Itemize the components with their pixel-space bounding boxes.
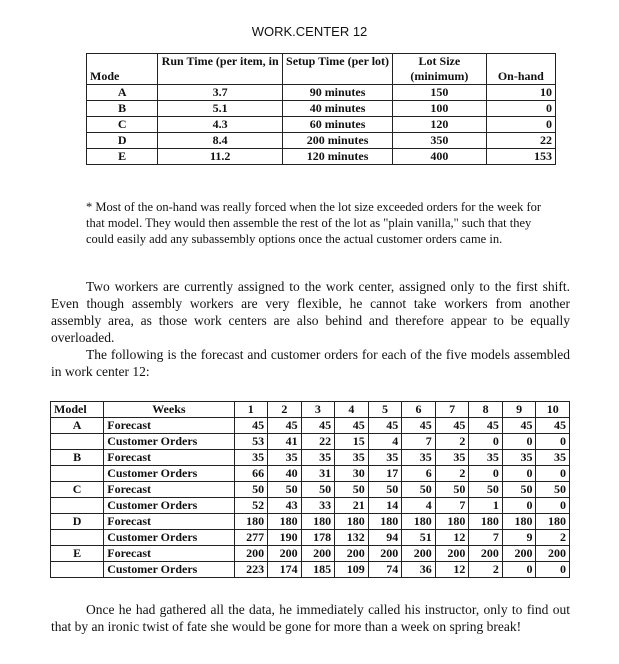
cell-value: 132 bbox=[335, 530, 369, 546]
table-row bbox=[51, 514, 570, 530]
cell-value: 15 bbox=[335, 434, 369, 450]
table-row bbox=[87, 133, 556, 149]
cell-value: 35 bbox=[335, 450, 369, 466]
cell-run-time: 3.7 bbox=[158, 85, 283, 101]
cell-value: 45 bbox=[234, 418, 268, 434]
header-lot-size: Lot Size (minimum) bbox=[393, 54, 487, 85]
header-week: 10 bbox=[536, 402, 570, 418]
cell-value: 35 bbox=[502, 450, 536, 466]
cell-row-label: Customer Orders bbox=[104, 466, 234, 482]
header-run-time: Run Time (per item, in bbox=[158, 54, 283, 85]
forecast-table-header bbox=[51, 402, 570, 418]
cell-value: 50 bbox=[502, 482, 536, 498]
header-on-hand: On-hand bbox=[486, 54, 555, 85]
cell-value: 31 bbox=[301, 466, 335, 482]
closing-paragraph: Once he had gathered all the data, he immediately called his instructor, only to find out that by an ironic twist of fate she would be gone for more than a week on spring break! bbox=[51, 602, 570, 634]
cell-model: D bbox=[51, 514, 104, 530]
work-center-table bbox=[86, 53, 556, 165]
cell-value: 178 bbox=[301, 530, 335, 546]
cell-value: 0 bbox=[502, 562, 536, 578]
table-row bbox=[87, 149, 556, 165]
cell-value: 40 bbox=[268, 466, 302, 482]
cell-mode: C bbox=[87, 117, 158, 133]
header-week: 8 bbox=[469, 402, 503, 418]
cell-run-time: 5.1 bbox=[158, 101, 283, 117]
table-row bbox=[51, 450, 570, 466]
cell-value: 2 bbox=[435, 466, 469, 482]
cell-value: 4 bbox=[402, 498, 436, 514]
cell-value: 35 bbox=[536, 450, 570, 466]
table-row bbox=[51, 482, 570, 498]
cell-on-hand: 10 bbox=[486, 85, 555, 101]
cell-mode: E bbox=[87, 149, 158, 165]
cell-setup-time: 40 minutes bbox=[283, 101, 393, 117]
cell-run-time: 8.4 bbox=[158, 133, 283, 149]
cell-setup-time: 60 minutes bbox=[283, 117, 393, 133]
table-row bbox=[51, 562, 570, 578]
cell-value: 50 bbox=[234, 482, 268, 498]
cell-value: 14 bbox=[368, 498, 402, 514]
cell-value: 45 bbox=[268, 418, 302, 434]
cell-value: 33 bbox=[301, 498, 335, 514]
cell-value: 35 bbox=[435, 450, 469, 466]
cell-value: 50 bbox=[402, 482, 436, 498]
cell-model bbox=[51, 498, 104, 514]
body-text bbox=[51, 278, 570, 380]
cell-value: 12 bbox=[435, 562, 469, 578]
cell-on-hand: 0 bbox=[486, 117, 555, 133]
cell-value: 0 bbox=[502, 434, 536, 450]
cell-value: 66 bbox=[234, 466, 268, 482]
cell-value: 174 bbox=[268, 562, 302, 578]
cell-model bbox=[51, 530, 104, 546]
cell-lot-size: 400 bbox=[393, 149, 487, 165]
cell-value: 45 bbox=[536, 418, 570, 434]
cell-value: 0 bbox=[536, 498, 570, 514]
cell-value: 45 bbox=[301, 418, 335, 434]
cell-value: 0 bbox=[536, 466, 570, 482]
cell-value: 7 bbox=[402, 434, 436, 450]
cell-value: 109 bbox=[335, 562, 369, 578]
table-row bbox=[51, 498, 570, 514]
header-week: 5 bbox=[368, 402, 402, 418]
header-week: 9 bbox=[502, 402, 536, 418]
cell-value: 180 bbox=[368, 514, 402, 530]
cell-row-label: Customer Orders bbox=[104, 562, 234, 578]
header-week: 7 bbox=[435, 402, 469, 418]
cell-value: 45 bbox=[435, 418, 469, 434]
cell-value: 200 bbox=[435, 546, 469, 562]
cell-value: 50 bbox=[469, 482, 503, 498]
cell-value: 35 bbox=[368, 450, 402, 466]
header-week: 4 bbox=[335, 402, 369, 418]
cell-value: 35 bbox=[402, 450, 436, 466]
cell-model bbox=[51, 434, 104, 450]
cell-value: 52 bbox=[234, 498, 268, 514]
cell-value: 17 bbox=[368, 466, 402, 482]
cell-value: 45 bbox=[335, 418, 369, 434]
header-week: 3 bbox=[301, 402, 335, 418]
header-week: 2 bbox=[268, 402, 302, 418]
cell-value: 180 bbox=[234, 514, 268, 530]
cell-value: 0 bbox=[469, 466, 503, 482]
cell-value: 50 bbox=[268, 482, 302, 498]
work-center-table-body bbox=[87, 85, 556, 165]
cell-value: 50 bbox=[435, 482, 469, 498]
cell-row-label: Customer Orders bbox=[104, 498, 234, 514]
cell-value: 22 bbox=[301, 434, 335, 450]
cell-on-hand: 153 bbox=[486, 149, 555, 165]
cell-value: 45 bbox=[368, 418, 402, 434]
cell-value: 180 bbox=[469, 514, 503, 530]
cell-value: 74 bbox=[368, 562, 402, 578]
header-setup-time: Setup Time (per lot) bbox=[283, 54, 393, 85]
cell-model: E bbox=[51, 546, 104, 562]
cell-mode: B bbox=[87, 101, 158, 117]
cell-value: 200 bbox=[469, 546, 503, 562]
cell-value: 180 bbox=[536, 514, 570, 530]
cell-value: 2 bbox=[435, 434, 469, 450]
cell-value: 9 bbox=[502, 530, 536, 546]
cell-setup-time: 120 minutes bbox=[283, 149, 393, 165]
cell-value: 53 bbox=[234, 434, 268, 450]
table-row bbox=[51, 418, 570, 434]
header-week: 6 bbox=[402, 402, 436, 418]
header-model: Model bbox=[51, 402, 104, 418]
cell-value: 180 bbox=[301, 514, 335, 530]
cell-value: 180 bbox=[402, 514, 436, 530]
cell-lot-size: 120 bbox=[393, 117, 487, 133]
cell-value: 2 bbox=[536, 530, 570, 546]
cell-value: 50 bbox=[368, 482, 402, 498]
cell-model bbox=[51, 562, 104, 578]
cell-value: 2 bbox=[469, 562, 503, 578]
cell-value: 51 bbox=[402, 530, 436, 546]
footnote: * Most of the on-hand was really forced when the lot size exceeded orders for the week for that model. They would then assemble the rest of the lot as "plain vanilla," such that they could easily add any subassembly options once the actual customer orders came in. bbox=[86, 200, 542, 246]
cell-value: 94 bbox=[368, 530, 402, 546]
forecast-table-body bbox=[51, 418, 570, 578]
cell-value: 190 bbox=[268, 530, 302, 546]
cell-model: B bbox=[51, 450, 104, 466]
cell-value: 200 bbox=[536, 546, 570, 562]
cell-setup-time: 200 minutes bbox=[283, 133, 393, 149]
cell-lot-size: 350 bbox=[393, 133, 487, 149]
cell-mode: A bbox=[87, 85, 158, 101]
cell-value: 185 bbox=[301, 562, 335, 578]
cell-value: 45 bbox=[502, 418, 536, 434]
cell-row-label: Forecast bbox=[104, 450, 234, 466]
cell-value: 35 bbox=[234, 450, 268, 466]
cell-value: 50 bbox=[536, 482, 570, 498]
cell-value: 180 bbox=[268, 514, 302, 530]
cell-value: 223 bbox=[234, 562, 268, 578]
cell-mode: D bbox=[87, 133, 158, 149]
cell-value: 21 bbox=[335, 498, 369, 514]
cell-run-time: 4.3 bbox=[158, 117, 283, 133]
header-weeks: Weeks bbox=[104, 402, 234, 418]
header-mode: Mode bbox=[87, 54, 158, 85]
table-row bbox=[87, 101, 556, 117]
cell-value: 0 bbox=[502, 498, 536, 514]
cell-value: 30 bbox=[335, 466, 369, 482]
cell-value: 200 bbox=[502, 546, 536, 562]
cell-value: 7 bbox=[435, 498, 469, 514]
cell-value: 45 bbox=[402, 418, 436, 434]
cell-value: 180 bbox=[435, 514, 469, 530]
cell-value: 0 bbox=[536, 562, 570, 578]
cell-value: 180 bbox=[335, 514, 369, 530]
cell-row-label: Customer Orders bbox=[104, 530, 234, 546]
cell-value: 200 bbox=[368, 546, 402, 562]
cell-value: 50 bbox=[335, 482, 369, 498]
cell-value: 50 bbox=[301, 482, 335, 498]
cell-run-time: 11.2 bbox=[158, 149, 283, 165]
cell-setup-time: 90 minutes bbox=[283, 85, 393, 101]
cell-value: 200 bbox=[268, 546, 302, 562]
cell-value: 200 bbox=[234, 546, 268, 562]
table-row bbox=[87, 85, 556, 101]
cell-value: 200 bbox=[335, 546, 369, 562]
cell-value: 4 bbox=[368, 434, 402, 450]
cell-value: 7 bbox=[469, 530, 503, 546]
cell-value: 200 bbox=[402, 546, 436, 562]
cell-value: 180 bbox=[502, 514, 536, 530]
cell-value: 35 bbox=[301, 450, 335, 466]
cell-value: 200 bbox=[301, 546, 335, 562]
cell-model: A bbox=[51, 418, 104, 434]
cell-row-label: Forecast bbox=[104, 482, 234, 498]
cell-value: 1 bbox=[469, 498, 503, 514]
cell-row-label: Customer Orders bbox=[104, 434, 234, 450]
paragraph-workers: Two workers are currently assigned to the work center, assigned only to the first shift. Even though assembly workers are very flexible, he cannot take workers from another assembly area, as those work centers are also behind and therefore appear to be equally overloaded. bbox=[51, 279, 570, 345]
cell-value: 41 bbox=[268, 434, 302, 450]
table-row bbox=[51, 530, 570, 546]
cell-row-label: Forecast bbox=[104, 514, 234, 530]
cell-model bbox=[51, 466, 104, 482]
cell-value: 35 bbox=[469, 450, 503, 466]
paragraph-forecast-intro: The following is the forecast and customer orders for each of the five models assembled in work center 12: bbox=[51, 347, 570, 379]
cell-lot-size: 100 bbox=[393, 101, 487, 117]
cell-value: 36 bbox=[402, 562, 436, 578]
cell-on-hand: 0 bbox=[486, 101, 555, 117]
cell-on-hand: 22 bbox=[486, 133, 555, 149]
table-row bbox=[51, 546, 570, 562]
table-row bbox=[87, 117, 556, 133]
cell-value: 45 bbox=[469, 418, 503, 434]
page-title: WORK.CENTER 12 bbox=[251, 24, 368, 39]
table-row bbox=[51, 466, 570, 482]
cell-value: 43 bbox=[268, 498, 302, 514]
cell-value: 0 bbox=[469, 434, 503, 450]
cell-value: 0 bbox=[536, 434, 570, 450]
cell-value: 12 bbox=[435, 530, 469, 546]
header-week: 1 bbox=[234, 402, 268, 418]
cell-value: 277 bbox=[234, 530, 268, 546]
cell-value: 35 bbox=[268, 450, 302, 466]
cell-row-label: Forecast bbox=[104, 418, 234, 434]
table-row bbox=[51, 434, 570, 450]
cell-row-label: Forecast bbox=[104, 546, 234, 562]
cell-model: C bbox=[51, 482, 104, 498]
cell-value: 6 bbox=[402, 466, 436, 482]
forecast-table bbox=[50, 401, 570, 578]
cell-value: 0 bbox=[502, 466, 536, 482]
cell-lot-size: 150 bbox=[393, 85, 487, 101]
